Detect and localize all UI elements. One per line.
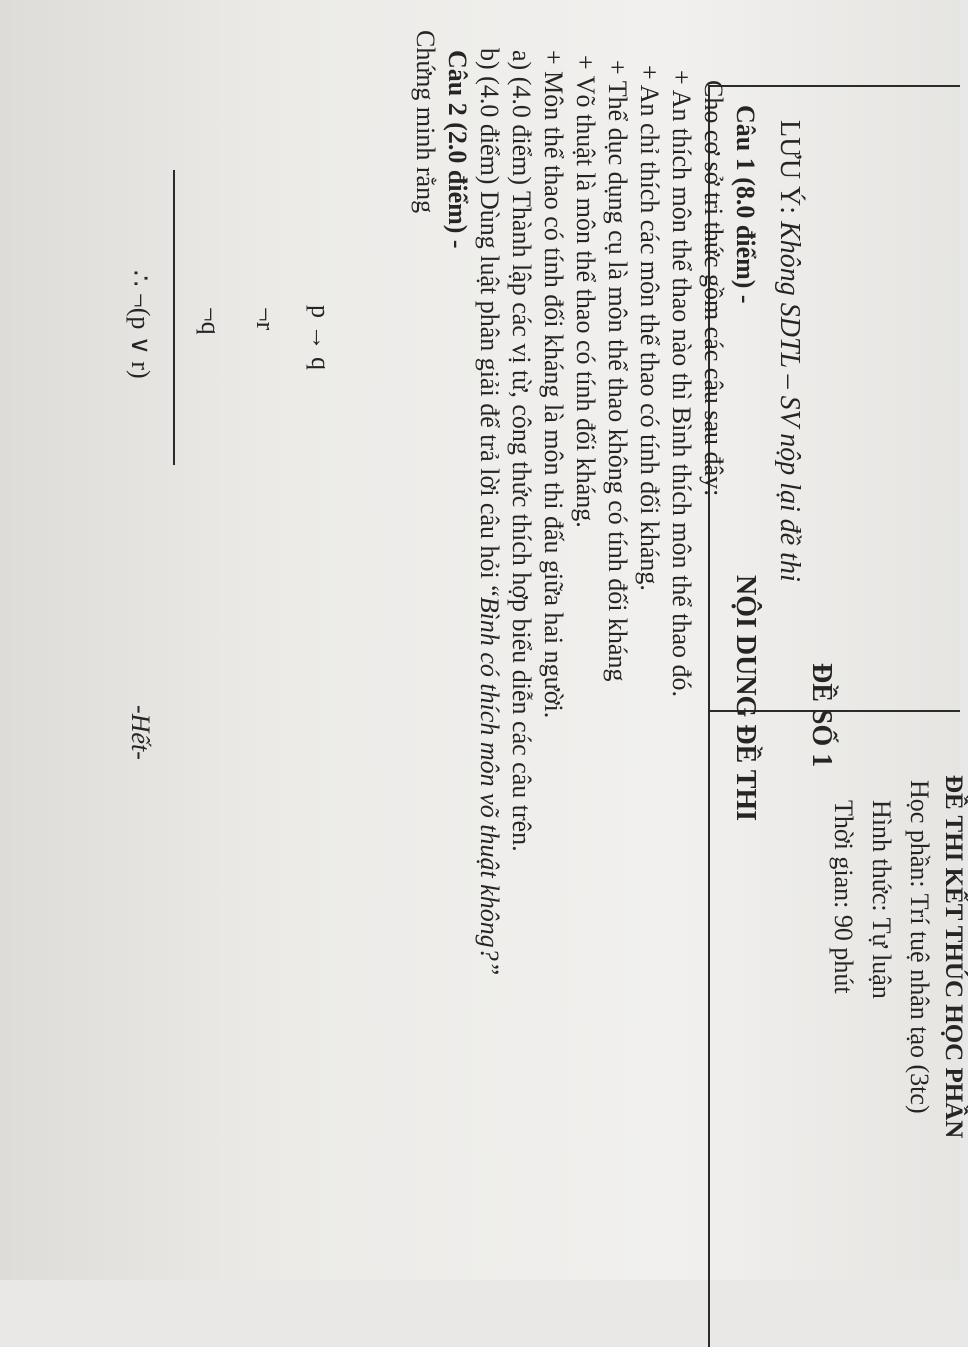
- course-name: Học phần: Trí tuệ nhân tạo (3tc): [905, 780, 934, 1114]
- end-mark: -Hết-: [126, 705, 155, 760]
- part-b-question: Bình có thích môn võ thuật không?”: [475, 596, 504, 976]
- fact-2: + An chỉ thích các môn thể thao có tính đối kháng.: [635, 65, 664, 591]
- part-a: a) (4.0 điểm) Thành lập các vị từ, công thức thích hợp biểu diễn các câu trên.: [507, 50, 536, 852]
- note-text: Không SDTL – SV nộp lại đề thi: [774, 221, 805, 582]
- question1-intro: Cho cơ sở tri thức gồm các câu sau đây:: [699, 80, 728, 497]
- exam-format: Hình thức: Tự luận: [867, 800, 896, 999]
- proof-rule: [173, 170, 175, 465]
- part-b: [474, 48, 504, 975]
- fact-4: + Võ thuật là môn thể thao có tính đối kháng.: [571, 55, 600, 528]
- exam-number: ĐỀ SỐ 1: [806, 663, 837, 768]
- section-title: NỘI DUNG ĐỀ THI: [730, 575, 761, 822]
- question2-intro: Chứng minh rằng: [411, 30, 440, 214]
- exam-title: ĐỀ THI KẾT THÚC HỌC PHẦN: [940, 775, 967, 1139]
- fact-5: + Môn thể thao có tính đối kháng là môn thi đấu giữa hai người.: [539, 50, 568, 719]
- premise-3: ¬q: [196, 307, 225, 335]
- premise-2: ¬r: [251, 307, 280, 331]
- exam-duration: Thời gian: 90 phút: [829, 800, 858, 994]
- note: [774, 120, 804, 582]
- conclusion: ∴ ¬(p ∨ r): [126, 270, 155, 379]
- question2-heading: Câu 2 (2.0 điểm) -: [443, 50, 472, 249]
- premise-1: p → q: [306, 305, 335, 370]
- note-label: LƯU Ý:: [774, 120, 805, 215]
- question1-heading: Câu 1 (8.0 điểm) -: [731, 105, 760, 304]
- fact-1: + An thích môn thể thao nào thì Bình thích môn thể thao đó.: [667, 70, 696, 698]
- fact-3: + Thể dục dụng cụ là môn thể thao không có tính đối kháng: [603, 60, 632, 682]
- part-b-prefix: b) (4.0 điểm) Dùng luật phân giải để trả lời câu hỏi “: [475, 48, 504, 597]
